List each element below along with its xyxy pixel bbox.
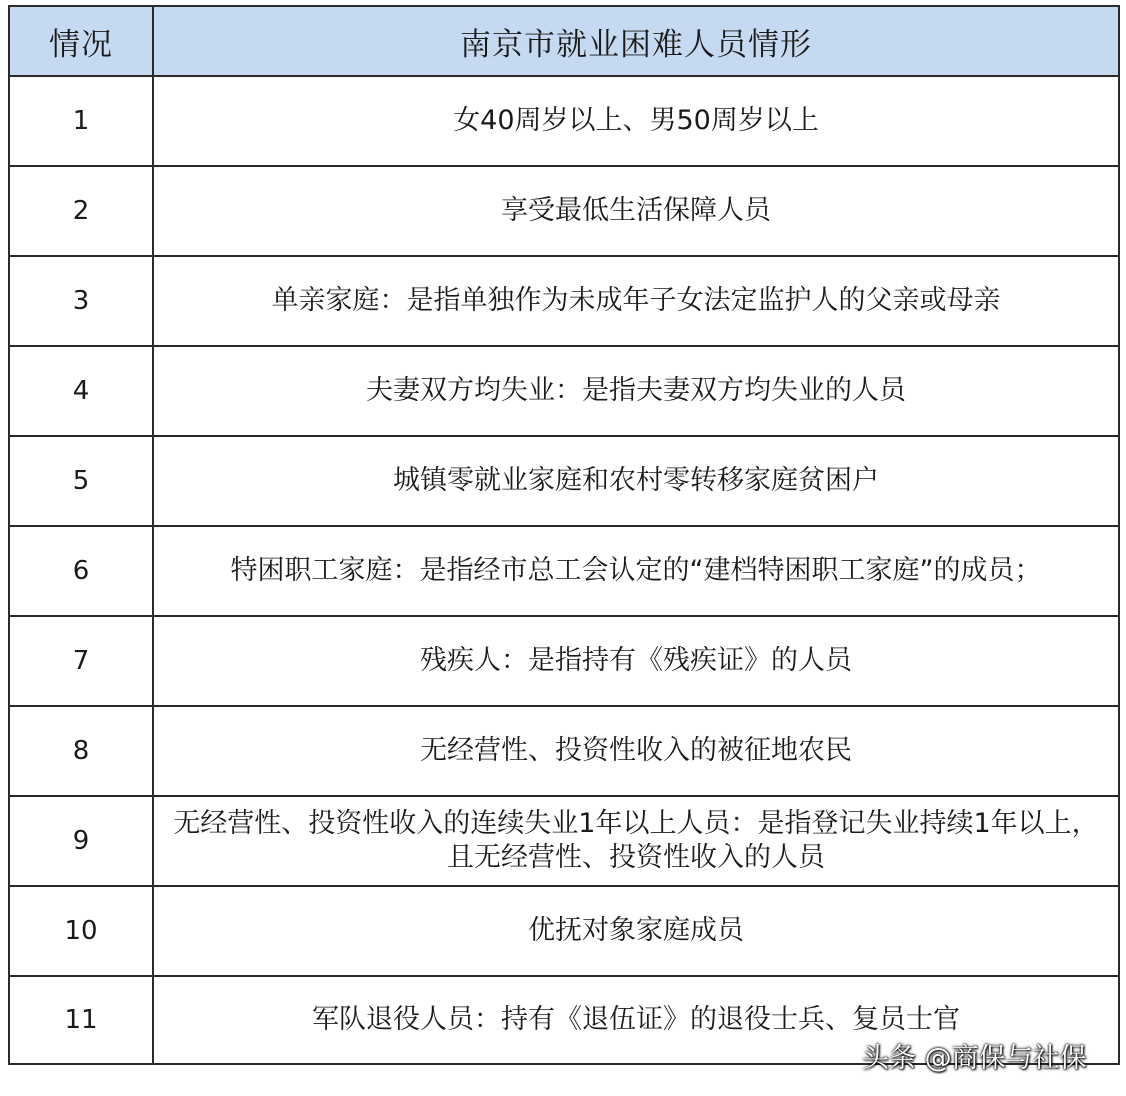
header-description: 南京市就业困难人员情形 <box>153 6 1119 76</box>
row-text: 女40周岁以上、男50周岁以上 <box>153 76 1119 166</box>
row-number: 10 <box>9 886 153 976</box>
row-text: 无经营性、投资性收入的连续失业1年以上人员：是指登记失业持续1年以上，且无经营性、投资性收入的人员 <box>153 796 1119 886</box>
row-number: 7 <box>9 616 153 706</box>
row-text: 优抚对象家庭成员 <box>153 886 1119 976</box>
row-text: 单亲家庭：是指单独作为未成年子女法定监护人的父亲或母亲 <box>153 256 1119 346</box>
table-row <box>9 256 1119 346</box>
table-row <box>9 166 1119 256</box>
row-number: 3 <box>9 256 153 346</box>
row-number: 9 <box>9 796 153 886</box>
row-text: 城镇零就业家庭和农村零转移家庭贫困户 <box>153 436 1119 526</box>
table-row <box>9 76 1119 166</box>
header-situation: 情况 <box>9 6 153 76</box>
table-row <box>9 886 1119 976</box>
row-number: 1 <box>9 76 153 166</box>
row-number: 6 <box>9 526 153 616</box>
row-text: 无经营性、投资性收入的被征地农民 <box>153 706 1119 796</box>
row-number: 2 <box>9 166 153 256</box>
row-text: 享受最低生活保障人员 <box>153 166 1119 256</box>
source-watermark: 头条 @商保与社保 <box>862 1043 1087 1074</box>
table-row <box>9 616 1119 706</box>
difficult-employment-table <box>8 5 1120 1065</box>
table-header-row <box>9 6 1119 76</box>
row-number: 8 <box>9 706 153 796</box>
row-number: 4 <box>9 346 153 436</box>
row-text: 军队退役人员：持有《退伍证》的退役士兵、复员士官 <box>153 976 1119 1064</box>
row-text: 残疾人：是指持有《残疾证》的人员 <box>153 616 1119 706</box>
table-row <box>9 706 1119 796</box>
row-number: 5 <box>9 436 153 526</box>
row-text: 特困职工家庭：是指经市总工会认定的“建档特困职工家庭”的成员； <box>153 526 1119 616</box>
table-row <box>9 796 1119 886</box>
table-row <box>9 526 1119 616</box>
table-row <box>9 346 1119 436</box>
row-number: 11 <box>9 976 153 1064</box>
row-text: 夫妻双方均失业：是指夫妻双方均失业的人员 <box>153 346 1119 436</box>
table-row <box>9 436 1119 526</box>
